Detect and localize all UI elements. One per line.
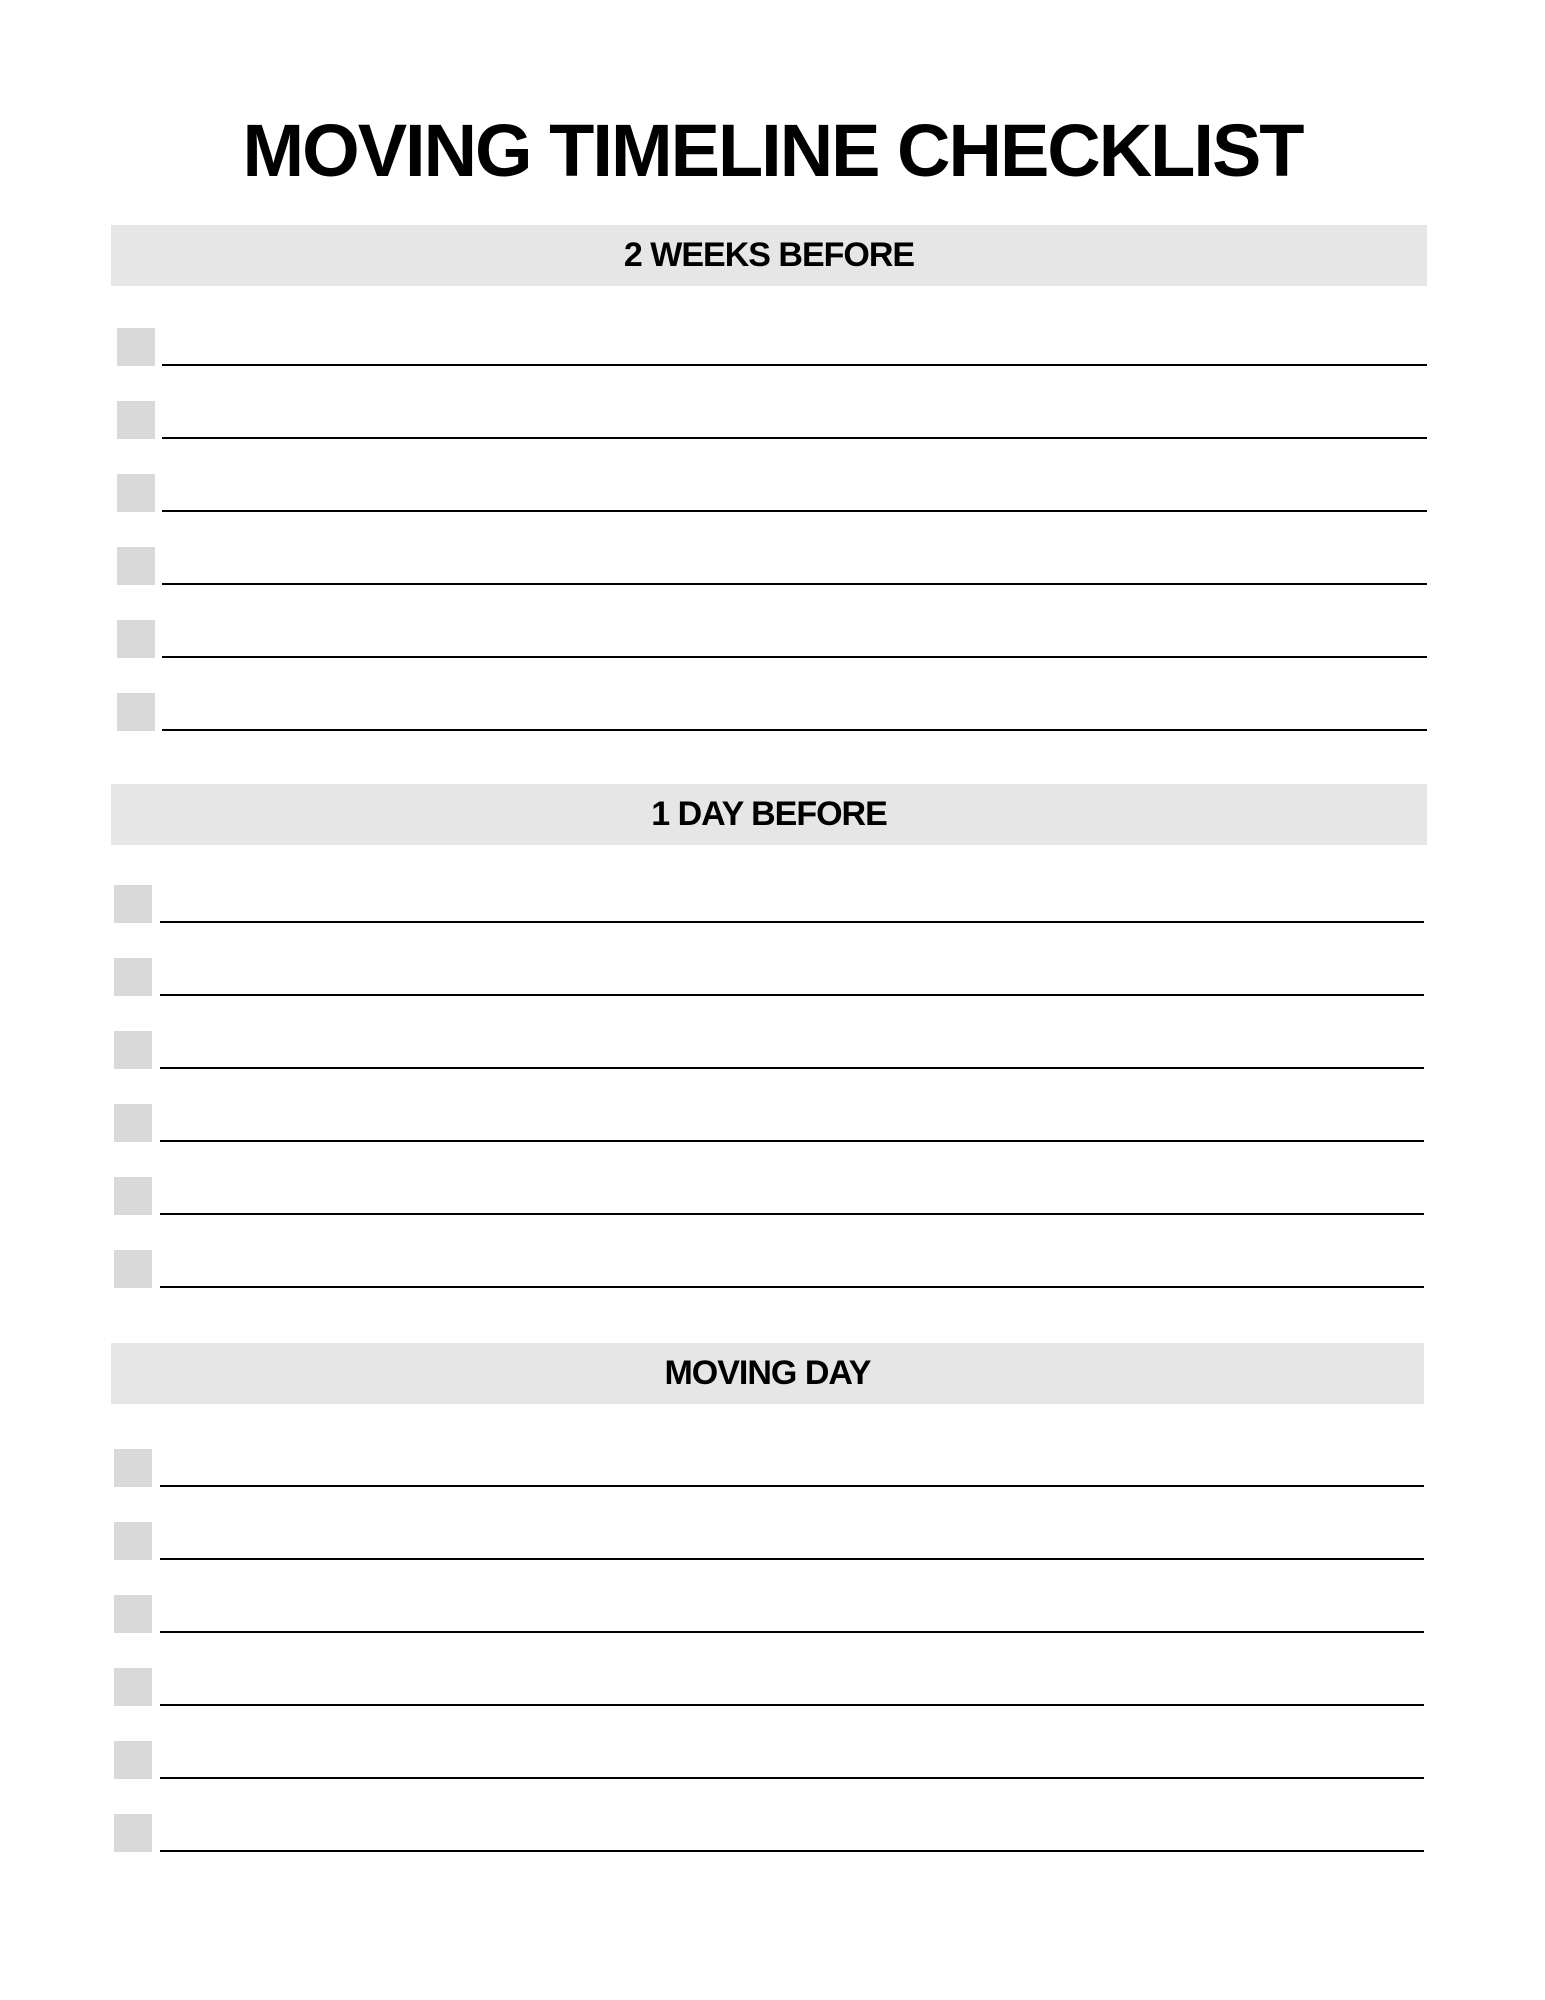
section-1-day-before (111, 784, 1427, 1315)
checklist-row (111, 1169, 1427, 1242)
checklist-row (111, 1096, 1427, 1169)
checklist-item-input[interactable] (160, 1173, 1424, 1213)
checkbox[interactable] (114, 1031, 152, 1069)
write-line (162, 583, 1427, 585)
checkbox[interactable] (114, 1522, 152, 1560)
checklist-item-input[interactable] (160, 1737, 1424, 1777)
checklist-item-input[interactable] (162, 689, 1427, 729)
checkbox[interactable] (117, 401, 155, 439)
checkbox[interactable] (114, 1449, 152, 1487)
checklist-item-input[interactable] (160, 1591, 1424, 1631)
checkbox[interactable] (114, 1814, 152, 1852)
checklist-item-input[interactable] (160, 1027, 1424, 1067)
write-line (160, 921, 1424, 923)
section-moving-day (111, 1343, 1424, 1879)
checklist-row (111, 685, 1427, 758)
checkbox[interactable] (114, 1595, 152, 1633)
write-line (160, 1485, 1424, 1487)
checklist-item-input[interactable] (162, 397, 1427, 437)
page-title: MOVING TIMELINE CHECKLIST (242, 109, 1303, 192)
write-line (160, 1140, 1424, 1142)
section-header: 1 DAY BEFORE (111, 784, 1427, 845)
write-line (160, 1704, 1424, 1706)
checklist-row (111, 612, 1427, 685)
checkbox[interactable] (114, 1668, 152, 1706)
checklist-rows (111, 1441, 1424, 1879)
write-line (160, 1558, 1424, 1560)
write-line (162, 437, 1427, 439)
checkbox[interactable] (117, 693, 155, 731)
checklist-row (111, 320, 1427, 393)
write-line (160, 1631, 1424, 1633)
checkbox[interactable] (114, 1741, 152, 1779)
checklist-row (111, 1441, 1424, 1514)
checkbox[interactable] (114, 1104, 152, 1142)
checklist-item-input[interactable] (162, 543, 1427, 583)
write-line (160, 1850, 1424, 1852)
checklist-row (111, 466, 1427, 539)
checklist-row (111, 393, 1427, 466)
checklist-row (111, 1242, 1427, 1315)
checklist-item-input[interactable] (160, 1518, 1424, 1558)
checklist-row (111, 1023, 1427, 1096)
section-header: MOVING DAY (111, 1343, 1424, 1404)
checklist-item-input[interactable] (160, 1810, 1424, 1850)
write-line (160, 994, 1424, 996)
checkbox[interactable] (114, 1250, 152, 1288)
checklist-row (111, 1806, 1424, 1879)
write-line (162, 656, 1427, 658)
checklist-item-input[interactable] (160, 1445, 1424, 1485)
checklist-item-input[interactable] (160, 954, 1424, 994)
checklist-rows (111, 877, 1427, 1315)
checklist-row (111, 950, 1427, 1023)
checklist-row (111, 1733, 1424, 1806)
checkbox[interactable] (114, 958, 152, 996)
write-line (162, 510, 1427, 512)
checklist-item-input[interactable] (160, 881, 1424, 921)
checkbox[interactable] (117, 328, 155, 366)
checkbox[interactable] (114, 885, 152, 923)
write-line (160, 1286, 1424, 1288)
checklist-item-input[interactable] (162, 324, 1427, 364)
write-line (160, 1777, 1424, 1779)
checklist-item-input[interactable] (160, 1664, 1424, 1704)
section-2-weeks-before (111, 225, 1427, 758)
checklist-row (111, 1660, 1424, 1733)
write-line (162, 729, 1427, 731)
checklist-item-input[interactable] (160, 1100, 1424, 1140)
checklist-row (111, 539, 1427, 612)
checklist-rows (111, 320, 1427, 758)
section-header: 2 WEEKS BEFORE (111, 225, 1427, 286)
checklist-item-input[interactable] (162, 470, 1427, 510)
write-line (160, 1213, 1424, 1215)
checklist-row (111, 877, 1427, 950)
checklist-item-input[interactable] (160, 1246, 1424, 1286)
checkbox[interactable] (114, 1177, 152, 1215)
write-line (162, 364, 1427, 366)
checklist-item-input[interactable] (162, 616, 1427, 656)
write-line (160, 1067, 1424, 1069)
checkbox[interactable] (117, 474, 155, 512)
checkbox[interactable] (117, 620, 155, 658)
checklist-row (111, 1587, 1424, 1660)
checkbox[interactable] (117, 547, 155, 585)
checklist-row (111, 1514, 1424, 1587)
